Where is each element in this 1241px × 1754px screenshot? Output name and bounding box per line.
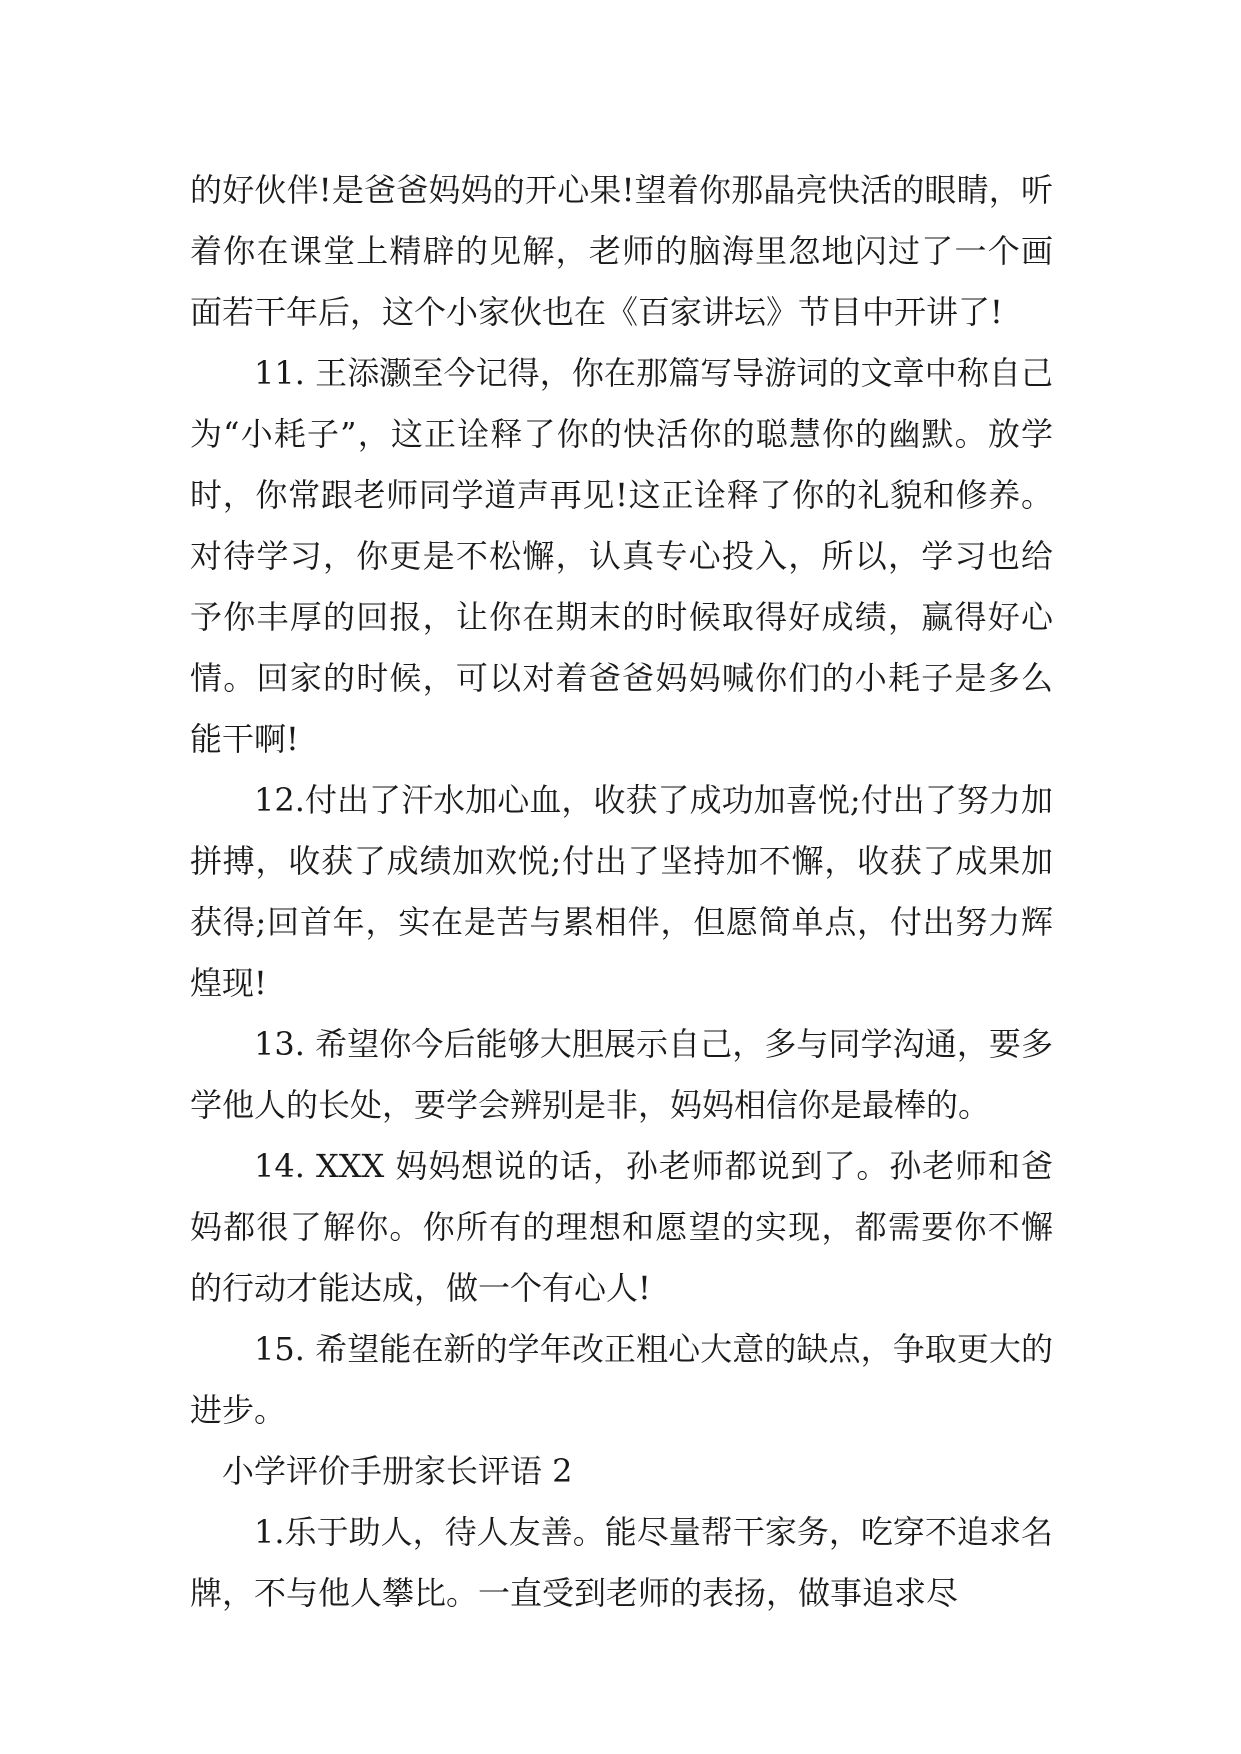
continuation-paragraph: 的好伙伴!是爸爸妈妈的开心果!望着你那晶亮快活的眼睛，听着你在课堂上精辟的见解，老师的脑海里忽地闪过了一个画面若干年后，这个小家伙也在《百家讲坛》节目中开讲了! — [190, 171, 1053, 331]
section-list-item-1: 1.乐于助人，待人友善。能尽量帮干家务，吃穿不追求名牌，不与他人攀比。一直受到老师的表扬，做事追求尽 — [190, 1513, 1053, 1612]
list-item-13: 13. 希望你今后能够大胆展示自己，多与同学沟通，要多学他人的长处，要学会辨别是非，妈妈相信你是最棒的。 — [190, 1025, 1053, 1124]
section-heading: 小学评价手册家长评语 2 — [222, 1452, 573, 1490]
list-item-12: 12.付出了汗水加心血，收获了成功加喜悦;付出了努力加拼搏，收获了成绩加欢悦;付出了坚持加不懈，收获了成果加获得;回首年，实在是苦与累相伴，但愿简单点，付出努力辉煌现! — [190, 781, 1053, 1002]
list-item-11: 11. 王添灏至今记得，你在那篇写导游词的文章中称自己为“小耗子”，这正诠释了你的快活你的聪慧你的幽默。放学时，你常跟老师同学道声再见!这正诠释了你的礼貌和修养。对待学习，你更是不松懈，认真专心投入，所以，学习也给予你丰厚的回报，让你在期末的时候取得好成绩，赢得好心情。回家的时候，可以对着爸爸妈妈喊你们的小耗子是多么能干啊! — [190, 354, 1053, 758]
document-body — [190, 160, 1053, 1624]
list-item-14: 14. XXX 妈妈想说的话，孙老师都说到了。孙老师和爸妈都很了解你。你所有的理想和愿望的实现，都需要你不懈的行动才能达成，做一个有心人! — [190, 1147, 1053, 1307]
list-item-15: 15. 希望能在新的学年改正粗心大意的缺点，争取更大的进步。 — [190, 1330, 1053, 1429]
